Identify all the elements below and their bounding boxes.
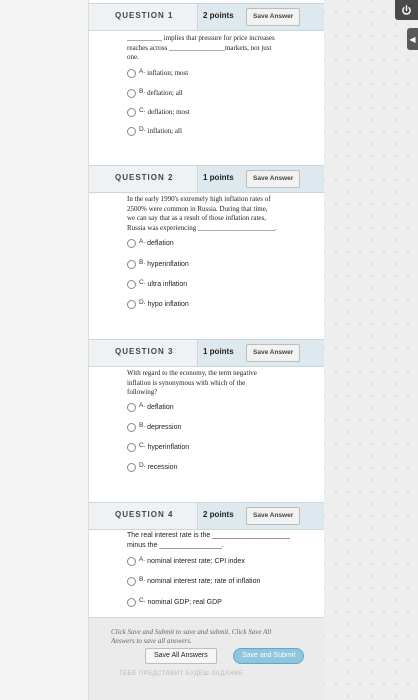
option-label: deflation [147,403,174,411]
option-label: ultra inflation [147,280,188,288]
question-text-line: Russia was experiencing ______________________. [127,223,277,232]
chevron-left-icon[interactable]: ◀ [407,28,418,50]
option-letter: D. [139,125,146,133]
option-letter: D. [139,298,146,306]
question-text-line: The real interest rate is the ____________________ [127,532,291,539]
option-letter: D. [139,461,146,469]
answer-option-c[interactable] [127,278,187,290]
radio-button[interactable] [127,577,136,586]
option-label: deflation; most [147,108,190,116]
answer-option-a[interactable] [127,67,188,79]
radio-button[interactable] [127,239,136,248]
option-letter: B. [139,421,146,429]
option-label: hypo inflation [147,300,189,308]
radio-button[interactable] [127,403,136,412]
question-text-line: 2500% were common in Russia. During that time, [127,204,268,213]
option-letter: A. [139,237,146,245]
answer-option-b[interactable] [127,258,189,270]
radio-button[interactable] [127,598,136,607]
radio-button[interactable] [127,127,136,136]
answer-option-c[interactable] [127,441,189,453]
save-answer-button[interactable]: Save Answer [246,8,300,26]
option-letter: C. [139,596,146,604]
submit-footer [89,617,324,700]
option-letter: A. [139,555,146,563]
instructions-line: Answers to save all answers. [111,637,192,645]
option-label: inflation; all [147,127,182,135]
quiz-panel [88,0,325,700]
answer-option-d[interactable] [127,461,177,473]
answer-option-a[interactable] [127,401,174,413]
question-text-line: following? [127,388,158,396]
radio-button[interactable] [127,260,136,269]
question-2 [89,165,324,335]
question-points: 1 points [203,173,234,182]
answer-option-a[interactable] [127,237,174,249]
question-3 [89,339,324,499]
question-text [127,531,307,551]
radio-button[interactable] [127,280,136,289]
answer-option-b[interactable] [127,421,181,433]
answer-option-b[interactable] [127,87,183,99]
question-points: 1 points [203,347,234,356]
question-text [127,34,307,63]
question-4 [89,502,324,617]
option-label: depression [147,423,182,431]
power-icon[interactable] [395,0,418,20]
points-area [197,166,325,192]
faded-footer-text: ТЕБЕ ПРЕДСТАВИТ БУДЕШ ЗАДАНИЕ [119,671,244,677]
answer-option-d[interactable] [127,298,189,310]
instructions-line: Click Save and Submit to save and submit. Click Save All [111,628,272,636]
option-letter: B. [139,87,146,95]
option-label: nominal interest rate; CPI index [147,557,245,565]
save-answer-button[interactable]: Save Answer [246,344,300,362]
save-answer-button[interactable]: Save Answer [246,170,300,188]
question-number: QUESTION 3 [115,347,174,356]
answer-option-c[interactable] [127,106,190,118]
question-number: QUESTION 1 [115,11,174,20]
question-header [89,3,324,31]
question-text-line: inflation is synonymous with which of the [127,378,246,387]
radio-button[interactable] [127,423,136,432]
answer-option-c[interactable] [127,596,222,608]
question-points: 2 points [203,510,234,519]
answer-option-b[interactable] [127,575,260,587]
option-label: nominal interest rate; rate of inflation [147,577,261,585]
option-letter: A. [139,401,146,409]
radio-button[interactable] [127,463,136,472]
save-all-answers-button[interactable]: Save All Answers [145,648,217,664]
points-area [197,4,325,30]
radio-button[interactable] [127,108,136,117]
option-label: deflation [147,239,174,247]
answer-option-a[interactable] [127,555,245,567]
question-text-line: one. [127,53,139,61]
radio-button[interactable] [127,300,136,309]
save-and-submit-button[interactable]: Save and Submit [233,648,304,664]
points-area [197,503,325,529]
submit-instructions [111,628,324,646]
option-letter: C. [139,278,146,286]
answer-option-d[interactable] [127,125,182,137]
power-icon-glyph [401,5,412,16]
radio-button[interactable] [127,89,136,98]
option-label: nominal GDP; real GDP [147,598,222,606]
option-letter: A. [139,67,146,75]
radio-button[interactable] [127,69,136,78]
question-text-line: minus the ________________. [127,542,224,549]
question-points: 2 points [203,11,234,20]
option-label: deflation; all [147,89,183,97]
question-text-line: we can say that as a result of those inflation rates, [127,214,266,222]
question-number: QUESTION 4 [115,510,174,519]
question-text-line: With regard to the economy, the term negative [127,369,257,377]
points-area [197,340,325,366]
option-label: hyperinflation [147,260,189,268]
question-header [89,165,324,193]
option-label: inflation; most [147,69,189,77]
save-answer-button[interactable]: Save Answer [246,507,300,525]
question-text-line: In the early 1990's extremely high inflation rates of [127,195,271,203]
question-header [89,502,324,530]
question-text-line: __________ implies that pressure for price increases [127,34,275,42]
left-margin [0,0,88,700]
question-text-line: reaches across ________________markets, not just [127,43,272,52]
radio-button[interactable] [127,443,136,452]
option-letter: C. [139,441,146,449]
question-text [127,369,307,398]
right-background [324,0,418,700]
option-letter: B. [139,575,146,583]
question-1 [89,3,324,163]
option-letter: B. [139,258,146,266]
option-label: recession [147,463,178,471]
question-text [127,195,307,233]
option-label: hyperinflation [147,443,190,451]
option-letter: C. [139,106,146,114]
question-header [89,339,324,367]
radio-button[interactable] [127,557,136,566]
question-number: QUESTION 2 [115,173,174,182]
